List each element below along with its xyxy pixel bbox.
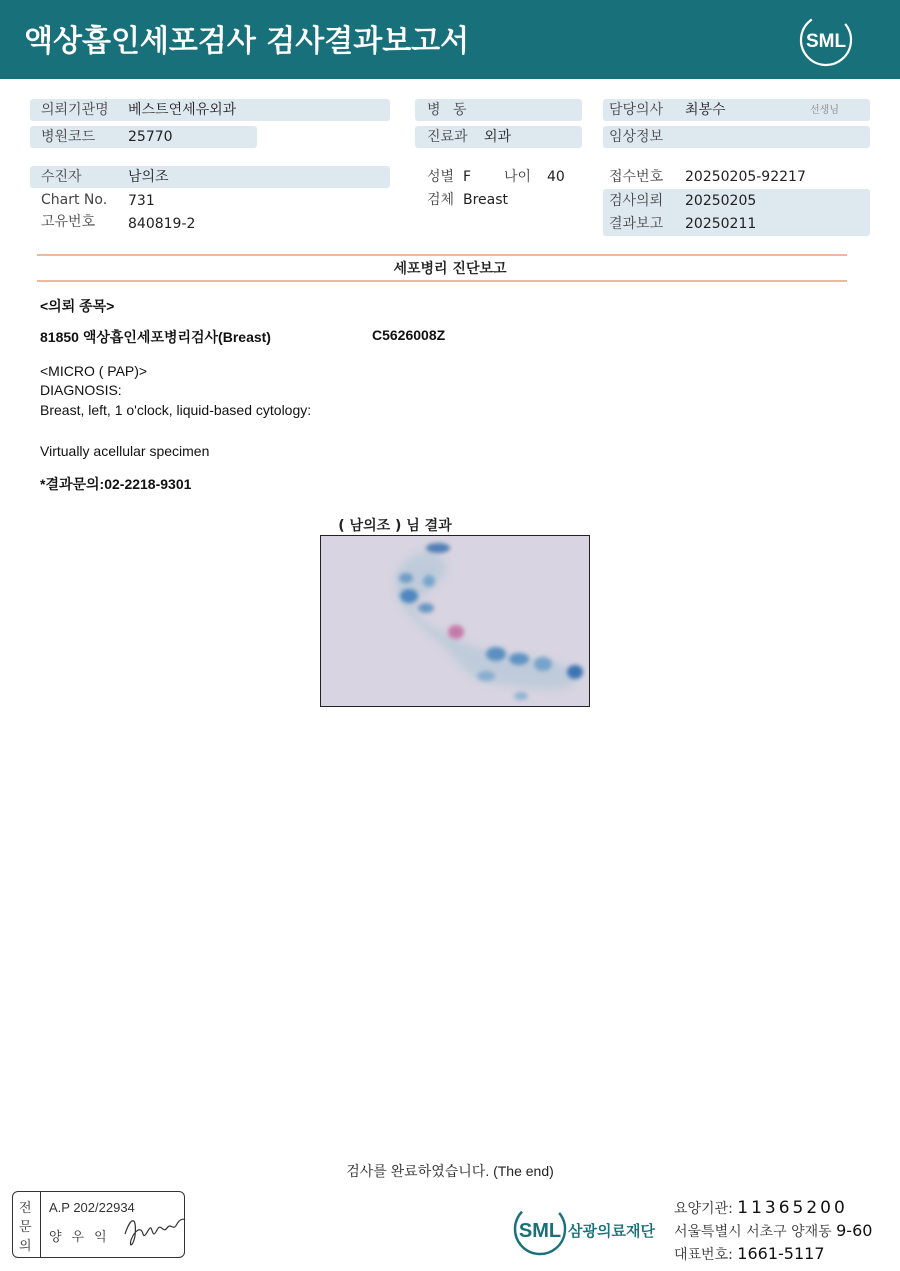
doctor-value: 최봉수 — [685, 102, 726, 118]
micro-heading: <MICRO ( PAP)> — [40, 363, 148, 379]
unique-label: 고유번호 — [41, 214, 96, 230]
footer-code-label: 요양기관: — [674, 1201, 733, 1217]
stamp-side-label — [13, 1192, 41, 1257]
contact-info: *결과문의:02-2218-9301 — [40, 476, 192, 492]
specimen-label: 검체 — [427, 192, 455, 208]
end-of-report: 검사를 완료하였습니다. (The end) — [346, 1163, 554, 1179]
unique-value: 840819-2 — [128, 216, 196, 232]
patient-label: 수진자 — [41, 169, 82, 185]
receipt-label: 접수번호 — [609, 169, 664, 185]
svg-text:SML: SML — [805, 31, 847, 52]
institution-label: 의뢰기관명 — [41, 102, 109, 118]
chart-label: Chart No. — [41, 192, 108, 208]
stamp-name: 양우익 — [49, 1230, 117, 1245]
section-rule-bottom — [37, 280, 847, 282]
footer-address-line — [674, 1221, 872, 1241]
patient-row — [30, 166, 390, 188]
sex-label: 성별 — [427, 169, 455, 185]
section-rule-top — [37, 254, 847, 256]
specimen-photo — [320, 535, 590, 707]
stamp-license: A.P 202/22934 — [49, 1200, 135, 1215]
request-heading: <의뢰 종목> — [40, 298, 115, 314]
age-label: 나이 — [504, 169, 532, 185]
stamp-char-3: 의 — [19, 1239, 32, 1254]
request-item: 81850 액상흡인세포병리검사(Breast) — [40, 329, 271, 345]
patient-value: 남의조 — [128, 169, 169, 185]
section-title: 세포병리 진단보고 — [393, 261, 507, 277]
ward-label: 병 동 — [427, 102, 471, 118]
footer-phone-label: 대표번호: — [674, 1247, 733, 1263]
specimen-value: Breast — [463, 192, 509, 208]
diagnosis-label: DIAGNOSIS: — [40, 382, 122, 398]
footer-code-line — [674, 1198, 848, 1218]
sml-logo — [798, 12, 854, 68]
footer-phone-value: 1661-5117 — [737, 1244, 825, 1263]
doctor-suffix: 선생님 — [810, 105, 839, 116]
report-date-value: 20250211 — [685, 216, 757, 232]
receipt-value: 20250205-92217 — [685, 169, 806, 185]
svg-text:SML: SML — [518, 1220, 562, 1242]
footer-address: 서울특별시 서초구 양재동 — [674, 1224, 832, 1240]
signature — [121, 1206, 187, 1250]
pathologist-stamp — [12, 1191, 185, 1258]
stamp-char-2: 문 — [19, 1220, 32, 1235]
footer-sml-logo — [510, 1200, 570, 1258]
report-title: 액상흡인세포검사 검사결과보고서 — [24, 24, 470, 59]
stamp-char-1: 전 — [19, 1201, 32, 1216]
footer-phone-line — [674, 1244, 825, 1264]
footer-address-num: 9-60 — [836, 1221, 873, 1240]
hospital-code-label: 병원코드 — [41, 129, 96, 145]
diagnosis-site: Breast, left, 1 o'clock, liquid-based cytology: — [40, 402, 312, 418]
cytology-image — [321, 536, 590, 707]
dept-value: 외과 — [484, 129, 512, 145]
chart-value: 731 — [128, 193, 155, 209]
institution-value: 베스트연세유외과 — [128, 102, 237, 118]
diagnosis-result: Virtually acellular specimen — [40, 443, 210, 459]
report-header — [0, 0, 900, 79]
image-caption: ( 남의조 ) 님 결과 — [338, 518, 452, 534]
report-date-label: 결과보고 — [609, 216, 664, 232]
hospital-code-value: 25770 — [128, 129, 173, 145]
age-value: 40 — [547, 169, 565, 185]
request-date-label: 검사의뢰 — [609, 193, 664, 209]
footer-org-name: 삼광의료재단 — [568, 1222, 655, 1240]
footer-code-value: 11365200 — [737, 1198, 848, 1218]
request-code: C5626008Z — [372, 327, 446, 343]
doctor-label: 담당의사 — [609, 102, 664, 118]
dept-label: 진료과 — [427, 129, 468, 145]
sex-value: F — [463, 169, 472, 185]
request-date-value: 20250205 — [685, 193, 757, 209]
clinical-label: 임상정보 — [609, 129, 664, 145]
